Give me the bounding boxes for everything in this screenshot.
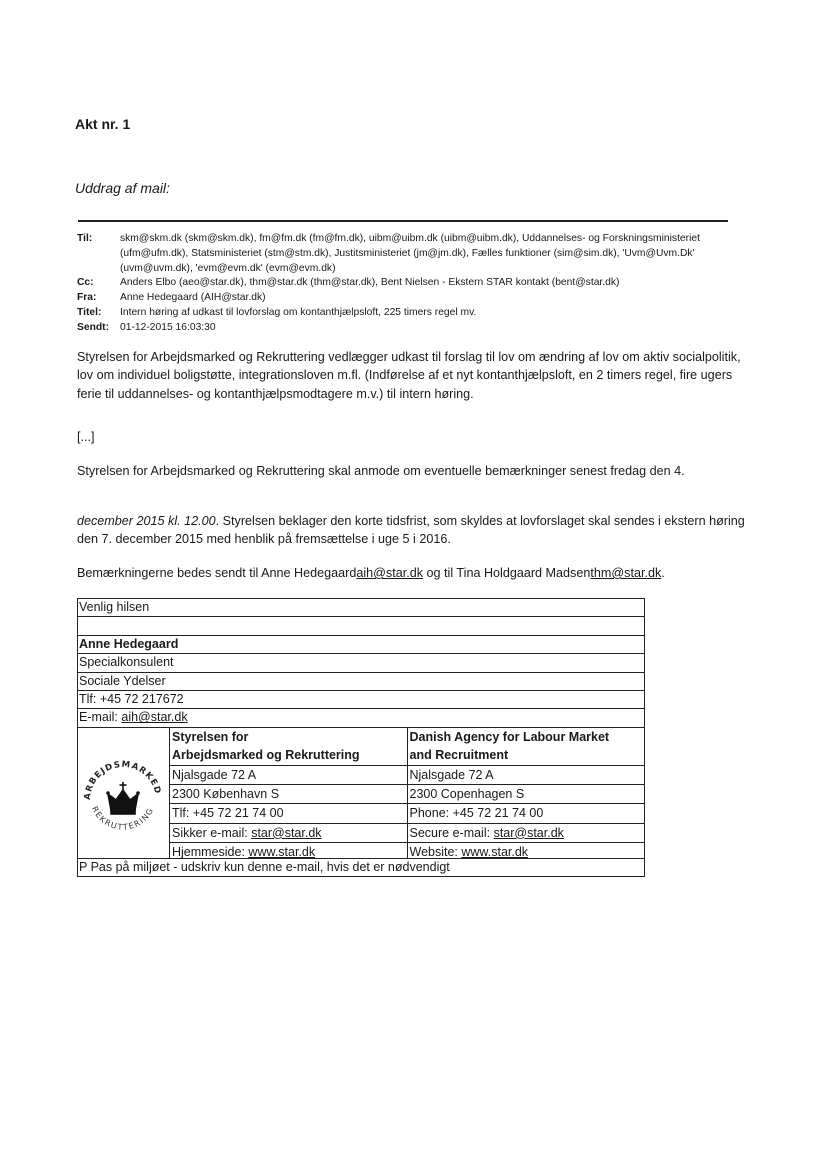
excerpt-heading: Uddrag af mail: [75, 180, 170, 196]
mail-header [77, 232, 737, 336]
sent-row [77, 321, 737, 336]
agency-da-city: 2300 København S [170, 785, 407, 804]
email-link-thm[interactable]: thm@star.dk [590, 566, 662, 580]
agency-block [78, 728, 644, 859]
body-paragraph-3 [77, 512, 747, 549]
agency-da-web-link[interactable]: www.star.dk [248, 845, 316, 860]
agency-en-city: 2300 Copenhagen S [408, 785, 645, 804]
body-paragraph-2: Styrelsen for Arbejdsmarked og Rekruttering skal anmode om eventuelle bemærkninger senest fredag den 4. [77, 464, 685, 478]
cc-row [77, 276, 737, 291]
svg-text:ARBEJDSMARKED: ARBEJDSMARKED [82, 759, 163, 801]
agency-da-phone: Tlf: +45 72 21 74 00 [170, 804, 407, 823]
signer-phone: Tlf: +45 72 217672 [78, 691, 644, 709]
signer-email-link[interactable]: aih@star.dk [121, 710, 188, 725]
signer-email-label: E-mail: [79, 710, 122, 725]
agency-da-email-row [170, 824, 407, 843]
agency-en-phone: Phone: +45 72 21 74 00 [408, 804, 645, 823]
agency-en-email-label: Secure e-mail: [409, 825, 494, 840]
svg-text:REKRUTTERING: REKRUTTERING [90, 804, 156, 832]
subject-row [77, 306, 737, 321]
reply-text-c: . [661, 566, 665, 580]
agency-en-name-1: Danish Agency for Labour Market [409, 729, 610, 744]
agency-da-street: Njalsgade 72 A [170, 766, 407, 785]
signature-table [77, 598, 645, 877]
agency-da-email-link[interactable]: star@star.dk [251, 825, 322, 840]
agency-en-street: Njalsgade 72 A [408, 766, 645, 785]
cc-value: Anders Elbo (aeo@star.dk), thm@star.dk (thm@star.dk), Bent Nielsen - Ekstern STAR kontakt (bent@star.dk) [120, 277, 620, 289]
signer-name: Anne Hedegaard [78, 636, 644, 654]
agency-da-name-2: Arbejdsmarked og Rekruttering [170, 746, 407, 765]
greeting: Venlig hilsen [78, 599, 644, 617]
agency-da-email-label: Sikker e-mail: [172, 825, 252, 840]
body-paragraph-4 [77, 564, 747, 582]
agency-logo [78, 728, 170, 858]
agency-en-web-link[interactable]: www.star.dk [461, 845, 529, 860]
signer-department: Sociale Ydelser [78, 673, 644, 691]
agency-en-name-2: and Recruitment [408, 746, 645, 765]
signer-title: Specialkonsulent [78, 654, 644, 672]
to-value: skm@skm.dk (skm@skm.dk), fm@fm.dk (fm@fm.dk), uibm@uibm.dk (uibm@uibm.dk), Uddannelses- og Forskningsministeriet (ufm@ufm.dk), Statsministeriet (stm@stm.dk), Justitsministeriet (jm@jm.dk), Fælles funktioner (sim@sim.dk), 'Uvm@Uvm.Dk' (uvm@uvm.dk), 'evm@evm.dk' (evm@evm.dk) [120, 233, 700, 274]
sent-value: 01-12-2015 16:03:30 [120, 321, 216, 333]
agency-danish [170, 728, 407, 858]
document-number: Akt nr. 1 [75, 116, 131, 132]
agency-en-email-link[interactable]: star@star.dk [493, 825, 564, 840]
reply-text-a: Bemærkningerne bedes sendt til Anne Hedegaard [77, 566, 357, 580]
subject-value: Intern høring af udkast til lovforslag om kontanthjælpsloft, 225 timers regel mv. [120, 306, 477, 318]
header-divider [78, 220, 728, 222]
body-paragraph-1: Styrelsen for Arbejdsmarked og Rekruttering vedlægger udkast til forslag til lov om ændring af lov om aktiv socialpolitik, lov om individuel boligstøtte, integrationsloven m.fl. (Indførelse af et nyt kontanthjælpsloft, en 2 timers regel, fire ugers ferie til uddannelses- og kontanthjælpsmodtagere m.v.) til intern høring. [77, 350, 741, 401]
body-ellipsis: [...] [77, 430, 95, 444]
deadline-rest: . Styrelsen beklager den korte tidsfrist, som skyldes at lovforslaget skal sendes i ekstern høring den 7. december 2015 med henblik på fremsættelse i uge 5 i 2016. [77, 514, 745, 547]
subject-label: Titel: [77, 306, 102, 318]
from-row [77, 291, 737, 306]
deadline-text: december 2015 kl. 12.00 [77, 514, 216, 528]
sent-label: Sendt: [77, 321, 110, 333]
to-row [77, 232, 737, 276]
cc-label: Cc: [77, 277, 94, 289]
agency-da-name-1: Styrelsen for [172, 729, 249, 744]
reply-text-b: og til Tina Holdgaard Madsen [423, 566, 591, 580]
agency-en-web-label: Website: [409, 845, 462, 860]
environment-footer: P Pas på miljøet - udskriv kun denne e-mail, hvis det er nødvendigt [79, 859, 450, 874]
signer-email-row [78, 709, 644, 727]
agency-da-web-label: Hjemmeside: [172, 845, 249, 860]
from-value: Anne Hedegaard (AIH@star.dk) [120, 292, 266, 304]
email-link-aih[interactable]: aih@star.dk [356, 566, 424, 580]
to-label: Til: [77, 233, 93, 244]
agency-english [407, 728, 645, 858]
blank-row [78, 617, 644, 635]
crown-seal-icon [78, 728, 169, 858]
from-label: Fra: [77, 292, 97, 304]
agency-en-email-row [408, 824, 645, 843]
